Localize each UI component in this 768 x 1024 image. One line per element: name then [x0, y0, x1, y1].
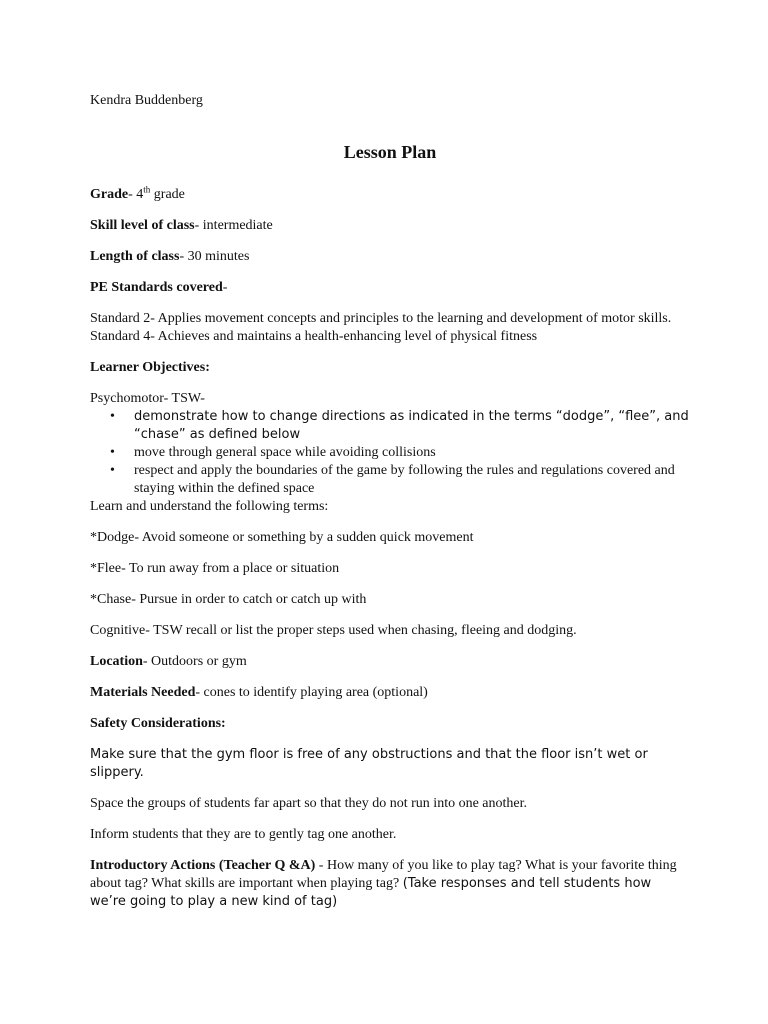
intro-tail: (Take responses and tell students how we’re going to play a new kind of tag)	[90, 876, 652, 909]
page-title: Lesson Plan	[343, 142, 437, 162]
psychomotor-line: Psychomotor- TSW-	[90, 391, 205, 406]
location-line	[90, 653, 690, 671]
safety-heading: Safety Considerations:	[90, 716, 226, 731]
materials-label: Materials Needed	[90, 685, 196, 700]
skill-value: - intermediate	[194, 218, 273, 233]
safety-item-2: Space the groups of students far apart so that they do not run into one another.	[90, 796, 528, 811]
length-value: - 30 minutes	[179, 249, 250, 264]
grade-line	[90, 186, 690, 204]
standard-4: Standard 4- Achieves and maintains a health-enhancing level of physical fitness	[90, 329, 538, 344]
location-value: - Outdoors or gym	[142, 654, 247, 669]
standard-2: Standard 2- Applies movement concepts and principles to the learning and development of motor skills.	[90, 311, 672, 326]
safety-item-3: Inform students that they are to gently tag one another.	[90, 827, 397, 842]
objectives-heading: Learner Objectives:	[90, 360, 210, 375]
length-label: Length of class	[90, 249, 180, 264]
terms-intro: Learn and understand the following terms:	[90, 499, 329, 514]
standards-label: PE Standards covered	[90, 280, 223, 295]
skill-label: Skill level of class	[90, 218, 195, 233]
location-label: Location	[90, 654, 143, 669]
intro-label: Introductory Actions (Teacher Q &A)	[90, 858, 316, 873]
list-item: • demonstrate how to change directions as indicated in the terms “dodge”, “flee”, and “chase” as defined below	[90, 408, 690, 444]
grade-rest: grade	[150, 187, 185, 202]
materials-line	[90, 684, 690, 702]
document-page	[90, 92, 690, 911]
standards-heading	[90, 279, 690, 297]
length-line	[90, 248, 690, 266]
list-item: • respect and apply the boundaries of the game by following the rules and regulations covered and staying within the defined space	[90, 462, 690, 498]
term-chase: *Chase- Pursue in order to catch or catch up with	[90, 592, 367, 607]
list-item: • move through general space while avoiding collisions	[90, 444, 690, 462]
safety-item-1: Make sure that the gym floor is free of any obstructions and that the floor isn’t wet or slippery.	[90, 747, 648, 780]
materials-value: - cones to identify playing area (optional)	[195, 685, 428, 700]
intro-value: - How many of you like to play tag? What is your favorite thing about tag? What skills are important when playing tag?	[90, 858, 677, 891]
intro-actions	[90, 857, 690, 911]
standards-sep: -	[222, 280, 228, 295]
grade-number: - 4	[128, 187, 144, 202]
term-flee: *Flee- To run away from a place or situation	[90, 561, 340, 576]
term-dodge: *Dodge- Avoid someone or something by a sudden quick movement	[90, 530, 474, 545]
grade-suffix: th	[143, 184, 151, 195]
author-name: Kendra Buddenberg	[90, 93, 203, 108]
grade-label: Grade	[90, 187, 129, 202]
objectives-list	[90, 408, 690, 498]
skill-line	[90, 217, 690, 235]
cognitive-line: Cognitive- TSW recall or list the proper steps used when chasing, fleeing and dodging.	[90, 623, 577, 638]
